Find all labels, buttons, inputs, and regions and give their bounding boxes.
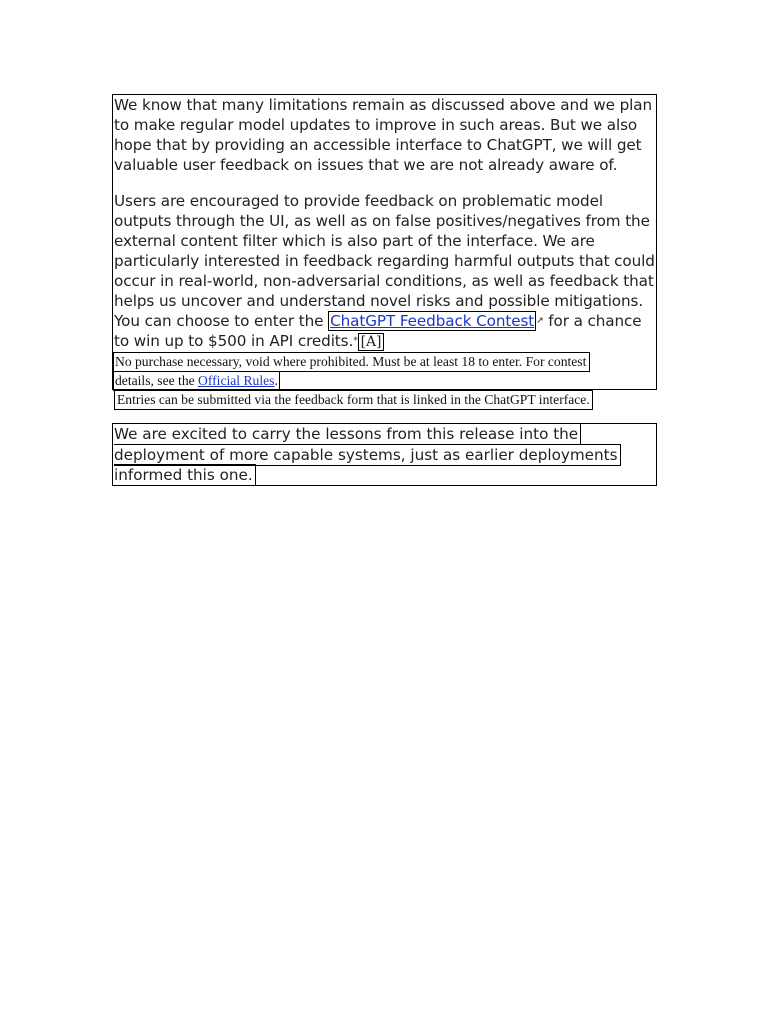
contest-disclaimer-line: No purchase necessary, void where prohibited. Must be at least 18 to enter. For contest [113, 352, 590, 372]
rules-prefix: details, see the [115, 373, 199, 388]
footnote-asterisk: * [353, 336, 358, 346]
feedback-paragraph-tail: for a chance to win up to $500 in API credits. [114, 312, 642, 350]
closing-line: We are excited to carry the lessons from this release into the [114, 424, 581, 445]
contest-rules-line [113, 371, 280, 391]
feedback-paragraph [114, 191, 655, 352]
contest-link[interactable]: ChatGPT Feedback Contest [330, 312, 535, 330]
closing-text-block [112, 423, 657, 486]
feedback-paragraph-text: Users are encouraged to provide feedback on problematic model outputs through the UI, as well as on false positives/negatives from the external content filter which is also part of the interface. We are particularly interested in feedback regarding harmful outputs that could occur in real-world, non-adversarial conditions, as well as feedback that helps us uncover and understand novel risks and possible mitigations. You can choose to enter the [114, 192, 655, 330]
contest-link-wrapper [328, 311, 536, 331]
limitations-paragraph: We know that many limitations remain as discussed above and we plan to make regular model updates to improve in such areas. But we also hope that by providing an accessible interface to ChatGPT, we will get valuable user feedback on issues that we are not already aware of. [114, 96, 652, 174]
closing-line: informed this one. [114, 464, 256, 485]
closing-line: deployment of more capable systems, just as earlier deployments [114, 444, 621, 466]
rules-suffix: . [274, 373, 278, 388]
external-link-icon: ↗ [536, 316, 544, 326]
footnote-ref-link[interactable]: [A] [358, 333, 385, 351]
intro-text-block [112, 94, 657, 390]
official-rules-link[interactable]: Official Rules [198, 373, 275, 388]
entries-note-line: Entries can be submitted via the feedback form that is linked in the ChatGPT interface. [114, 390, 593, 410]
